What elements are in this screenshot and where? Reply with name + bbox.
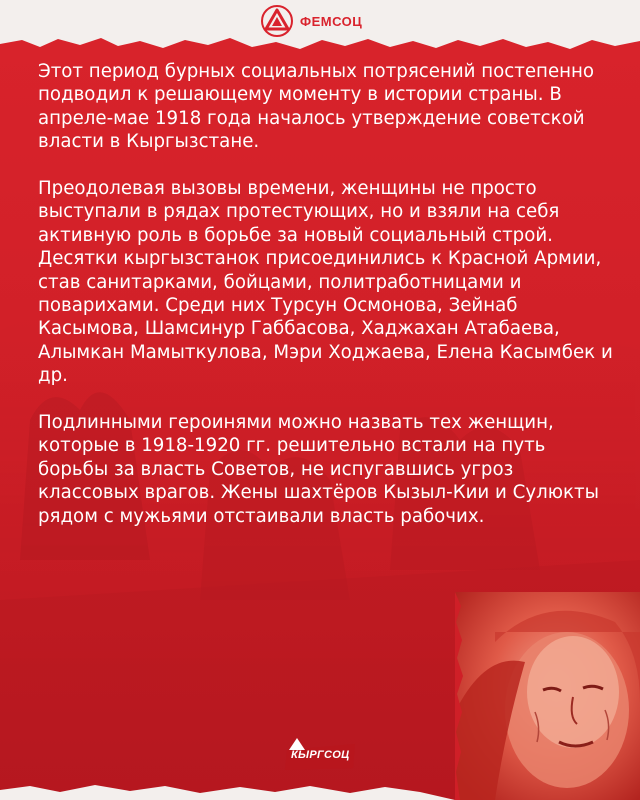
femsoc-logo xyxy=(260,4,362,38)
kyrgsoc-logo xyxy=(283,736,359,776)
paragraph-1: Этот период бурных социальных потрясений постепенно подводил к решающему моменту в истории страны. В апреле-мае 1918 года началось утверждение советской власти в Кыргызстане. xyxy=(38,61,595,153)
portrait-photo xyxy=(455,592,640,800)
article-text xyxy=(38,60,618,551)
paragraph-2: Преодолевая вызовы времени, женщины не просто выступали в рядах протестующих, но и взяли на себя активную роль в борьбе за новый социальный строй. Десятки кыргызстанок присоединились к Красной Армии, став санитарками, бойцами, политработницами и поварихами. Среди них Турсун Осмонова, Зейнаб Касымова, Шамсинур Габбасова, Хаджахан Атабаева, Алымкан Мамыткулова, Мэри Ходжаева, Елена Касымбек и др. xyxy=(38,178,613,387)
femsoc-logo-text: ФЕМСОЦ xyxy=(300,13,363,29)
kyrgsoc-logo-text: КЫРГСОЦ xyxy=(291,749,350,761)
femsoc-triangle-logo-icon xyxy=(260,4,294,38)
paragraph-3: Подлинными героинями можно назвать тех женщин, которые в 1918-1920 гг. решительно встали на путь борьбы за власть Советов, не испугавшись угроз классовых врагов. Жены шахтёров Кызыл-Кии и Сулюкты рядом с мужьями отстаивали власть рабочих. xyxy=(38,412,599,527)
